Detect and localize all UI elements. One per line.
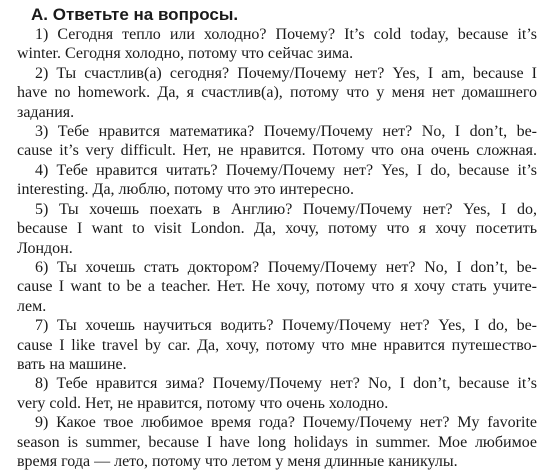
text-line: 2) Ты счастлив(а) сегодня? Почему/Почему нет? Yes, I am, because I <box>35 65 537 82</box>
text-line: 8) Тебе нравится зима? Почему/Почему нет? No, I don’t, because it’s <box>35 375 537 392</box>
text-line: 4) Тебе нравится читать? Почему/Почему нет? Yes, I do, because it’s <box>35 162 537 179</box>
text-line: have no homework. Да, я счастлив(а), потому что у меня нет домашнего <box>17 84 537 101</box>
text-line: 1) Сегодня тепло или холодно? Почему? It’s cold today, because it’s <box>35 26 537 43</box>
text-line: 9) Какое твое любимое время года? Почему/Почему нет? My favorite <box>35 414 537 431</box>
text-line: 6) Ты хочешь стать доктором? Почему/Почему нет? No, I don’t, be- <box>35 259 537 276</box>
text-line: cause I like travel by car. Да, хочу, потому что мне нравится путешество- <box>17 337 537 354</box>
section-heading: А. Ответьте на вопросы. <box>31 5 239 24</box>
text-line: вать на машине. <box>17 356 127 373</box>
text-line: Лондон. <box>17 240 73 257</box>
text-line: very cold. Нет, не нравится, потому что очень холодно. <box>17 395 389 412</box>
text-line: 5) Ты хочешь поехать в Англию? Почему/Почему нет? Yes, I do, <box>35 201 537 218</box>
text-line: время года — лето, потому что летом у меня длинные каникулы. <box>17 453 458 470</box>
text-line: because I want to visit London. Да, хочу, потому что я хочу посетить <box>17 220 537 237</box>
text-line: задания. <box>17 104 75 121</box>
text-line: season is summer, because I have long holidays in summer. Мое любимое <box>17 434 537 451</box>
text-line: interesting. Да, люблю, потому что это интересно. <box>17 181 354 198</box>
text-line: cause I want to be a teacher. Нет. Не хочу, потому что я хочу стать учите- <box>17 278 537 295</box>
text-line: 3) Тебе нравится математика? Почему/Почему нет? No, I don’t, be- <box>35 123 537 140</box>
text-line: cause it’s very difficult. Нет, не нравится. Потому что она очень сложная. <box>17 142 537 159</box>
text-line: лем. <box>17 298 47 315</box>
text-line: winter. Сегодня холодно, потому что сейчас зима. <box>17 45 354 62</box>
text-line: 7) Ты хочешь научиться водить? Почему/Почему нет? Yes, I do, be- <box>35 317 537 334</box>
